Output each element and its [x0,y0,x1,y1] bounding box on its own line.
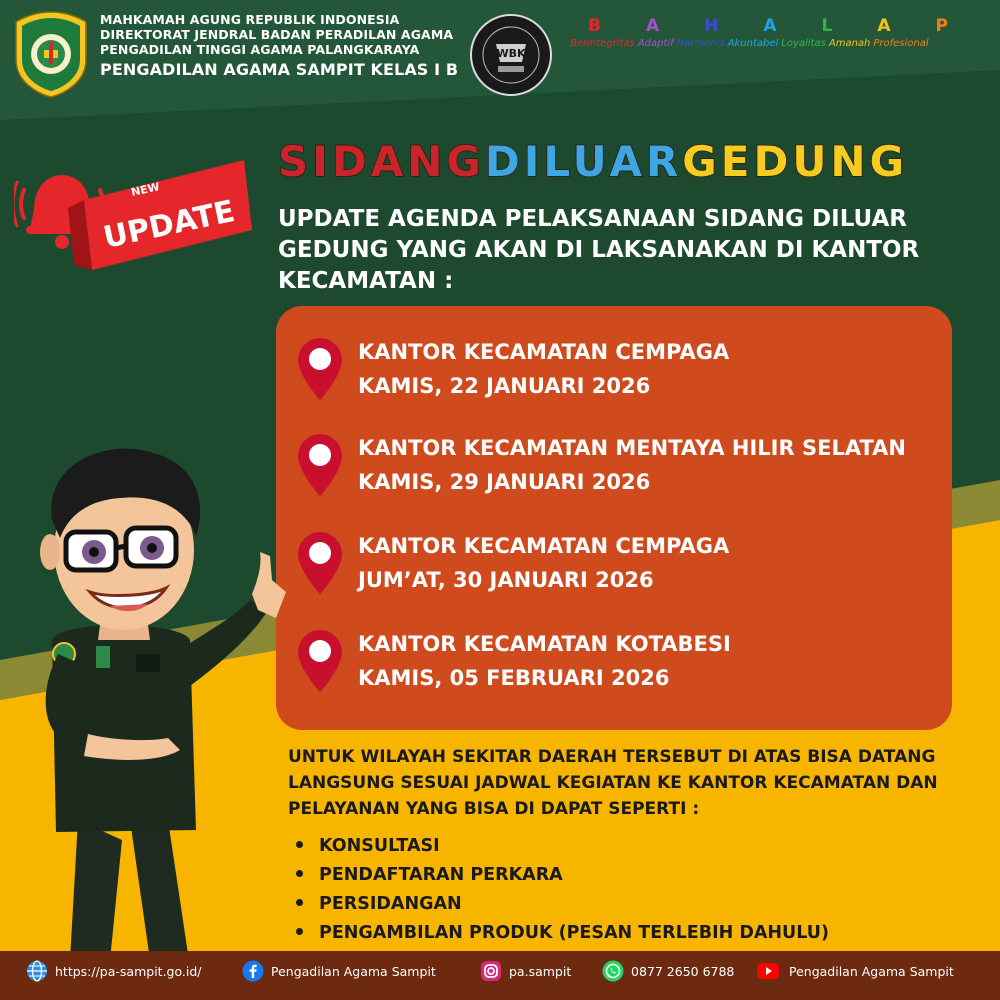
youtube-icon [754,960,782,982]
agenda-date: KAMIS, 22 JANUARI 2026 [358,374,651,398]
bahalap-letters [570,16,948,36]
bullet-icon [296,928,303,935]
instagram-icon [480,960,502,982]
service-label: PENGAMBILAN PRODUK (PESAN TERLEBIH DAHULU) [319,923,829,943]
agenda-card [276,306,952,730]
footer-website-link[interactable] [26,951,202,991]
agenda-date: JUM’AT, 30 JANUARI 2026 [358,568,654,592]
footer-instagram-text: pa.sampit [509,963,572,979]
bahalap-words [570,38,980,49]
bahalap-word: Akuntabel [727,38,779,49]
agenda-date: KAMIS, 29 JANUARI 2026 [358,470,651,494]
service-label: PERSIDANGAN [319,894,462,914]
bahalap-letter: A [877,16,891,36]
service-item [296,919,829,948]
bullet-icon [296,841,303,848]
org-line-1: MAHKAMAH AGUNG REPUBLIK INDONESIA [100,12,400,27]
map-pin-icon [298,434,342,496]
globe-icon [26,960,48,982]
footer-whatsapp-link[interactable] [602,951,734,991]
footer-facebook-text: Pengadilan Agama Sampit [271,963,436,979]
agenda-location: KANTOR KECAMATAN KOTABESI [358,632,731,656]
map-pin-icon [298,630,342,692]
footer-facebook-link[interactable] [242,951,436,991]
badge-update-text: UPDATE [100,193,238,256]
svg-text:WBK: WBK [496,47,526,60]
agenda-location: KANTOR KECAMATAN CEMPAGA [358,534,730,558]
organization-header [100,12,458,81]
bahalap-word: Loyalitas [781,38,826,49]
bullet-icon [296,870,303,877]
agenda-date: KAMIS, 05 FEBRUARI 2026 [358,666,670,690]
bahalap-letter: B [588,16,601,36]
agenda-item [276,530,952,610]
bahalap-letter: A [763,16,777,36]
bahalap-letter: A [645,16,660,36]
footer-youtube-link[interactable] [754,951,954,991]
service-item [296,890,829,919]
footer [0,951,1000,1000]
title-part-1: SIDANG [278,137,485,186]
org-line-4: PENGADILAN AGAMA SAMPIT KELAS I B [100,60,459,79]
bahalap-word: Profesional [873,38,929,49]
info-text: UNTUK WILAYAH SEKITAR DAERAH TERSEBUT DI ATAS BISA DATANG LANGSUNG SESUAI JADWAL KEGIATAN KE KANTOR KECAMATAN DAN PELAYANAN YANG BISA DI DAPAT SEPERTI : [288,747,938,819]
badge-new-text: NEW [129,180,161,199]
agenda-location: KANTOR KECAMATAN CEMPAGA [358,340,730,364]
service-item [296,832,829,861]
service-item [296,861,829,890]
bahalap-letter: H [704,16,719,36]
bullet-icon [296,899,303,906]
bahalap-letter: L [821,16,833,36]
whatsapp-icon [602,960,624,982]
mascot-illustration [0,440,290,980]
org-line-2: DIREKTORAT JENDRAL BADAN PERADILAN AGAMA [100,27,454,42]
agenda-item [276,628,952,708]
footer-website-text: https://pa-sampit.go.id/ [55,963,202,979]
bahalap-letter: P [935,16,948,36]
bahalap-values [570,16,980,49]
facebook-icon [242,960,264,982]
bahalap-word: Adaptif [637,38,674,49]
title-part-3: GEDUNG [682,137,909,186]
bahalap-word: Amanah [828,38,871,49]
title-part-2: DILUAR [484,137,683,186]
bahalap-word: Harmonis [676,38,725,49]
footer-instagram-link[interactable] [480,951,571,991]
services-list [296,832,829,948]
footer-youtube-text: Pengadilan Agama Sampit [789,963,954,979]
agenda-location: KANTOR KECAMATAN MENTAYA HILIR SELATAN [358,436,906,460]
bahalap-word: Berintegritas [570,38,635,49]
agenda-item [276,432,952,512]
new-update-badge [14,150,264,290]
map-pin-icon [298,338,342,400]
service-label: KONSULTASI [319,836,440,856]
map-pin-icon [298,532,342,594]
zona-integritas-badge [470,14,552,96]
service-label: PENDAFTARAN PERKARA [319,865,563,885]
court-seal-logo [14,10,88,98]
page-title [278,136,908,188]
footer-whatsapp-text: 0877 2650 6788 [631,963,735,979]
agenda-item [276,336,952,416]
org-line-3: PENGADILAN TINGGI AGAMA PALANGKARAYA [100,42,420,57]
subtitle: UPDATE AGENDA PELAKSANAAN SIDANG DILUAR GEDUNG YANG AKAN DI LAKSANAKAN DI KANTOR KECAMATAN : [278,206,920,294]
